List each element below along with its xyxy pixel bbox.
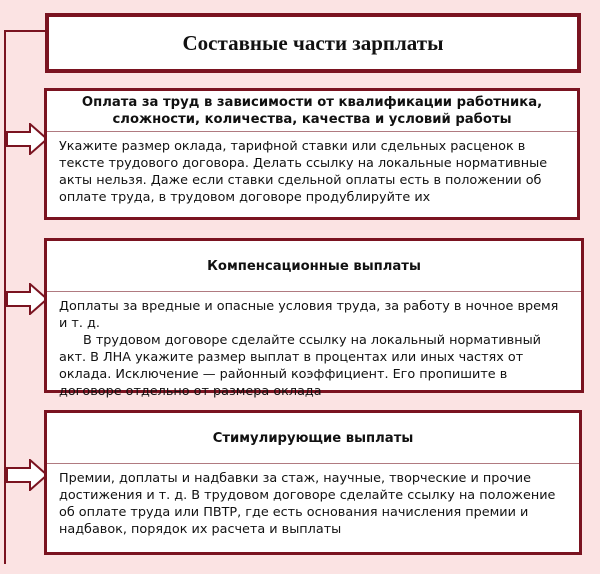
block-compensation bbox=[44, 238, 584, 399]
block-heading: Компенсационные выплаты bbox=[47, 241, 581, 292]
block-text: Доплаты за вредные и опасные условия труда, за работу в ночное время и т. д. bbox=[59, 299, 559, 331]
block-text: В трудовом договоре сделайте ссылку на локальный нормативный акт. В ЛНА укажите размер выплат в процентах или иных частях от оклада. Исключение — районный коэффициент. Его пропишите в договоре отдельно от размера оклада bbox=[59, 333, 541, 399]
diagram-title: Составные части зарплаты bbox=[182, 30, 444, 55]
connector-top bbox=[4, 30, 47, 32]
block-qualification-pay bbox=[44, 88, 580, 220]
arrow-right-icon bbox=[6, 283, 48, 315]
block-text: Укажите размер оклада, тарифной ставки или сдельных расценок в тексте трудового договора. Делать ссылку на локальные нормативные акты нельзя. Даже если ставки сдельной оплаты есть в положении об оплате труда, в трудовом договоре продублируйте их bbox=[59, 139, 548, 205]
block-body bbox=[47, 132, 577, 206]
arrow-right-icon bbox=[6, 123, 48, 155]
block-incentive bbox=[44, 410, 582, 555]
block-heading: Оплата за труд в зависимости от квалификации работника, сложности, количества, качества и условий работы bbox=[47, 91, 577, 132]
arrow-right-icon bbox=[6, 459, 48, 491]
block-text: Премии, доплаты и надбавки за стаж, научные, творческие и прочие достижения и т. д. В трудовом договоре сделайте ссылку на положение об оплате труда или ПВТР, где есть основания начисления премии и надбавок, порядок их расчета и выплаты bbox=[59, 471, 556, 537]
block-body bbox=[47, 292, 581, 400]
block-heading: Стимулирующие выплаты bbox=[47, 413, 579, 464]
diagram-title-box bbox=[45, 13, 581, 73]
block-body bbox=[47, 464, 579, 538]
